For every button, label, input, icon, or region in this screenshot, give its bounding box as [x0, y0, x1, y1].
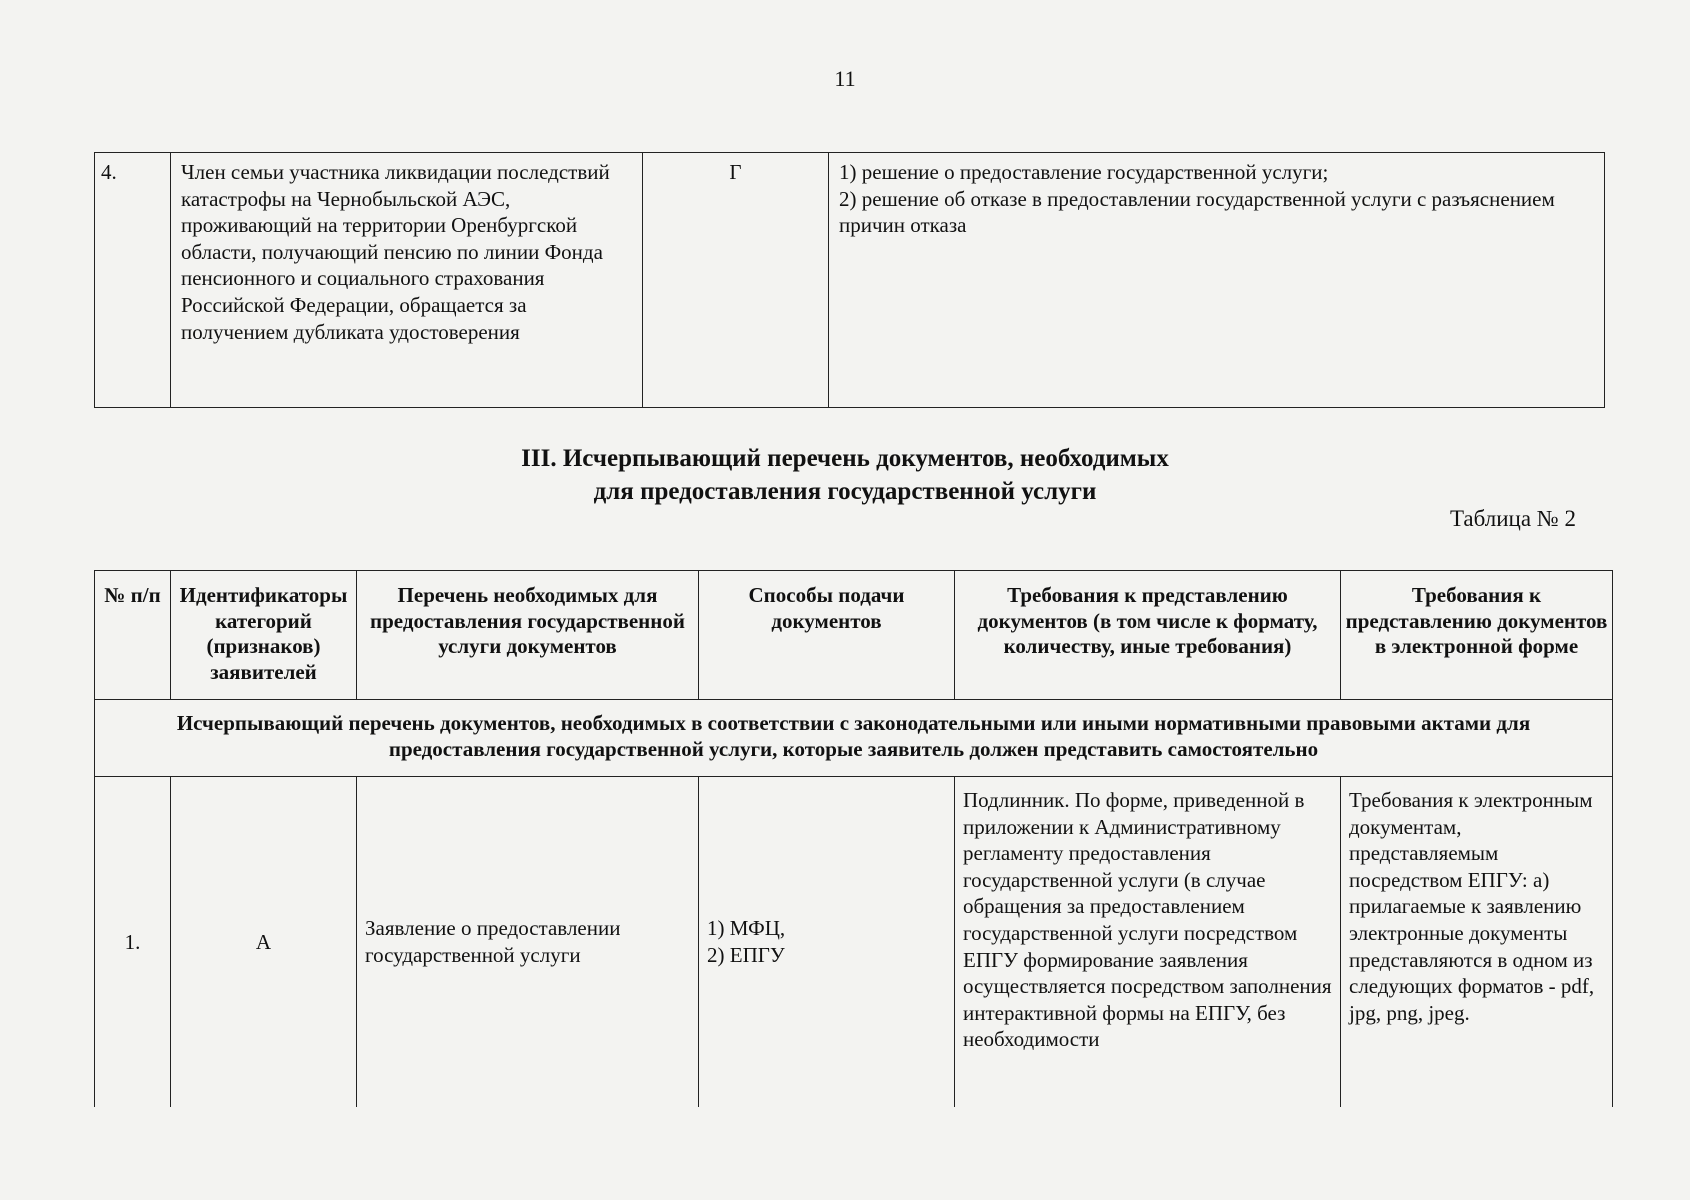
header-category: Идентификаторы категорий (признаков) заявителей [171, 571, 357, 700]
document-name: Заявление о предоставлении государственной услуги [357, 777, 699, 1108]
table-row [95, 777, 1613, 1108]
header-requirements: Требования к представлению документов (в том числе к формату, количеству, иные требования) [955, 571, 1341, 700]
table-row [95, 153, 1605, 408]
section-title-line: для предоставления государственной услуги [593, 478, 1097, 505]
header-number: № п/п [95, 571, 171, 700]
table-header-row [95, 571, 1613, 700]
section-row [95, 700, 1613, 777]
category-id: А [171, 777, 357, 1108]
table-label: Таблица № 2 [1449, 506, 1576, 531]
category-id: Г [643, 153, 829, 408]
section-row-text: Исчерпывающий перечень документов, необходимых в соответствии с законодательными или иными нормативными правовыми актами для предоставления государственной услуги, которые заявитель должен представить самостоятельно [95, 700, 1613, 777]
applicant-results-table [94, 152, 1605, 408]
header-documents: Перечень необходимых для предоставления государственной услуги документов [357, 571, 699, 700]
result-item: 2) решение об отказе в предоставлении государственной услуги с разъяснением причин отказа [839, 186, 1555, 238]
row-number: 1. [95, 777, 171, 1108]
submission-methods [699, 777, 955, 1108]
method-item: 1) МФЦ, [707, 916, 786, 941]
header-methods: Способы подачи документов [699, 571, 955, 700]
documents-table [94, 570, 1613, 1107]
applicant-description: Член семьи участника ликвидации последствий катастрофы на Чернобыльской АЭС, проживающий на территории Оренбургской области, получающий пенсию по линии Фонда пенсионного и социального страхования Российской Федерации, обращается за получением дубликата удостоверения [171, 153, 643, 408]
section-title [0, 442, 1690, 508]
electronic-requirements: Требования к электронным документам, представляемым посредством ЕПГУ: а) прилагаемые к заявлению электронные документы представляются в одном из следующих форматов - pdf, jpg, png, jpeg. [1341, 777, 1613, 1108]
header-electronic: Требования к представлению документов в электронной форме [1341, 571, 1613, 700]
document-requirements: Подлинник. По форме, приведенной в приложении к Административному регламенту предоставления государственной услуги (в случае обращения за предоставлением государственной услуги посредством ЕПГУ формирование заявления осуществляется посредством заполнения интерактивной формы на ЕПГУ, без необходимости [955, 777, 1341, 1108]
section-title-line: III. Исчерпывающий перечень документов, необходимых [521, 445, 1169, 472]
result-list [829, 153, 1605, 408]
row-number: 4. [95, 153, 171, 408]
method-item: 2) ЕПГУ [707, 943, 785, 967]
page-number: 11 [834, 66, 856, 91]
result-item: 1) решение о предоставление государственной услуги; [839, 160, 1329, 184]
